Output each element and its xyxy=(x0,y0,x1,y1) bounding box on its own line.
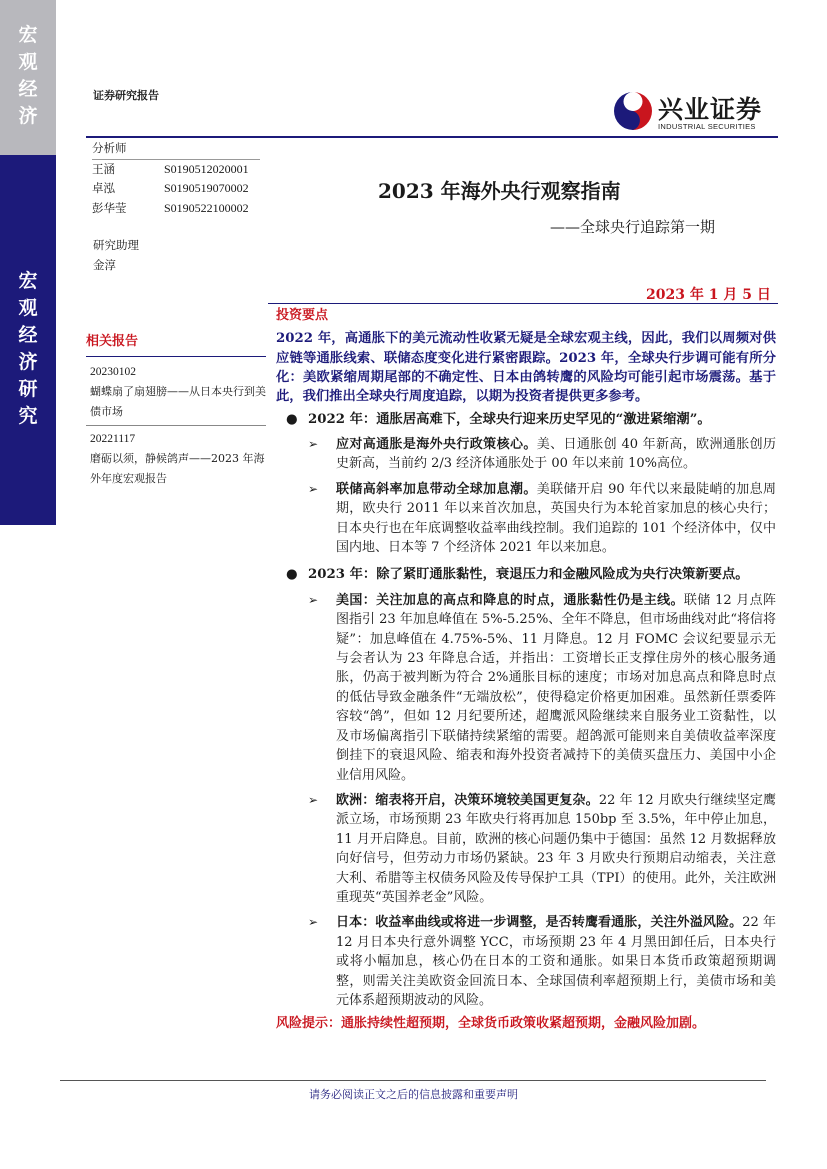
sidebar-char: 济 xyxy=(18,105,38,127)
related-report-item[interactable] xyxy=(86,426,266,492)
sidebar-char: 经 xyxy=(18,78,38,100)
logo-emblem-icon xyxy=(612,90,654,132)
analyst-row xyxy=(92,179,262,199)
analyst-name: 卓泓 xyxy=(92,181,115,195)
item-lead: 应对高通胀是海外央行政策核心。 xyxy=(336,437,537,452)
report-subtitle: ——全球央行追踪第一期 xyxy=(550,218,716,236)
sidebar-bottom-label xyxy=(0,268,56,430)
item-text: 22 年 12 月日本央行意外调整 YCC，市场预期 23 年 4 月黑田卸任后，日本央行或将小幅加息，核心仍在日本的工资和通胀。如果日本货币政策超预期调整，则需关注美欧资金回流日本、全球国债利率超预期上行，美债市场和美元体系超预期波动的风险。 xyxy=(336,915,776,1008)
sidebar-char: 宏 xyxy=(18,270,38,292)
sidebar-char: 经 xyxy=(18,324,38,346)
item-text: 美、日通胀创 40 年新高，欧洲通胀创历史新高，当前约 2/3 经济体通胀处于 00 年以来前 10%高位。 xyxy=(336,437,776,472)
sidebar-char: 济 xyxy=(18,351,38,373)
key-points-intro: 2022 年，高通胀下的美元流动性收紧无疑是全球宏观主线，因此，我们以周频对供应链等通胀线索、联储态度变化进行紧密跟踪。2023 年，全球央行步调可能有所分化：美欧紧缩周期尾部的不确定性、日本由鸽转鹰的风险均可能引起市场震荡。基于此，我们推出全球央行周度追踪，以期为投资者提供更多参考。 xyxy=(276,331,776,405)
report-type: 证券研究报告 xyxy=(93,89,159,102)
item-text: 22 年 12 月欧央行继续坚定鹰派立场，市场预期 23 年欧央行将再加息 150bp 至 3.5%，年中停止加息，11 月开启降息。目前，欧洲的核心问题仍集中于德国：虽然 12 月数据释放向好信号，但劳动力市场仍紧缺。23 年 3 月欧央行预期启动缩表，关注意大利、希腊等主权债务风险及传导保护工具（TPI）的使用。此外，关注欧洲重现英“英国养老金”风险。 xyxy=(336,792,776,905)
assistant-name: 金淳 xyxy=(93,257,116,272)
risk-warning: 风险提示：通胀持续性超预期，全球货币政策收紧超预期，金融风险加剧。 xyxy=(276,1016,706,1032)
arrow-bullet-icon: ➢ xyxy=(308,592,319,607)
key-points xyxy=(276,306,776,1034)
item-lead: 美国：关注加息的高点和降息的时点，通胀黏性仍是主线。 xyxy=(336,592,684,608)
related-report-item[interactable] xyxy=(86,359,266,426)
sidebar-char: 究 xyxy=(18,405,38,427)
related-report-date: 20230102 xyxy=(90,366,136,378)
section-heading-text: 2023 年：除了紧盯通胀黏性，衰退压力和金融风险成为央行决策新要点。 xyxy=(308,567,749,583)
bullet-icon: ● xyxy=(286,567,298,583)
header-rule xyxy=(86,136,778,138)
analyst-block xyxy=(92,139,262,218)
item-text: 联储 12 月点阵图指引 23 年加息峰值在 5%-5.25%、全年不降息，但市场曲线对此“将信将疑”：加息峰值在 4.75%-5%、11 月降息。12 月 FOMC 会议纪要显示无与会者认为 23 年降息合适，并指出：工资增长正支撑住房外的核心服务通胀，仍高于被判断为符合 2%通胀目标的速度；市场对加息高点和降息时点的低估导致金融条件“无端放松”，使得稳定价格更加困难。虽然新任票委阵容较“鸽”，但如 12 月纪要所述，超鹰派风险继续来自服务业工资黏性，以及市场偏离指引下联储持续紧缩的需要。超鸽派可能则来自美债收益率深度倒挂下的衰退风险、缩表和海外投资者减持下的美债买盘压力、美国中小企业信用风险。 xyxy=(336,592,776,783)
sidebar-char: 观 xyxy=(18,51,38,73)
analyst-license: S0190512020001 xyxy=(164,161,249,176)
report-date: 2023 年 1 月 5 日 xyxy=(646,287,771,303)
footer-rule xyxy=(60,1080,766,1081)
related-reports-header: 相关报告 xyxy=(86,332,266,357)
related-report-title[interactable]: 磨砺以须，静候鸽声——2023 年海外年度宏观报告 xyxy=(90,452,265,485)
section-item xyxy=(276,480,776,558)
company-logo xyxy=(612,88,782,134)
related-report-date: 20221117 xyxy=(90,433,136,445)
related-reports xyxy=(86,332,266,492)
sidebar-char: 观 xyxy=(18,297,38,319)
sidebar-char: 研 xyxy=(18,378,38,400)
arrow-bullet-icon: ➢ xyxy=(308,792,319,807)
section-heading-text: 2022 年：通胀居高难下，全球央行迎来历史罕见的“激进紧缩潮”。 xyxy=(308,411,711,427)
analyst-header: 分析师 xyxy=(92,139,260,160)
section-heading xyxy=(276,410,776,429)
analyst-name: 王涵 xyxy=(92,161,115,176)
analyst-name: 彭华莹 xyxy=(92,200,127,215)
section-item xyxy=(276,435,776,474)
logo-name: 兴业证券 xyxy=(658,95,763,124)
bullet-icon: ● xyxy=(286,411,298,427)
item-text: 美联储开启 90 年代以来最陡峭的加息周期，欧央行 2011 年以来首次加息，英国央行为本轮首家加息的核心央行；日本央行也在年底调整收益率曲线控制。我们追踪的 101 个经济体中，仅中国内地、日本等 7 个经济体 2021 年以来加息。 xyxy=(336,481,776,556)
sidebar-char: 宏 xyxy=(18,24,38,46)
item-lead: 联储高斜率加息带动全球加息潮。 xyxy=(336,481,537,497)
arrow-bullet-icon: ➢ xyxy=(308,481,319,496)
assistant-block xyxy=(93,236,139,275)
analyst-row xyxy=(92,160,262,180)
item-lead: 欧洲：缩表将开启，决策环境较美国更复杂。 xyxy=(336,792,599,808)
section-heading xyxy=(276,565,776,584)
section-item xyxy=(276,791,776,907)
analyst-license: S0190522100002 xyxy=(164,200,249,215)
sidebar-top-label xyxy=(0,22,56,130)
footer-disclaimer[interactable]: 请务必阅读正文之后的信息披露和重要声明 xyxy=(309,1088,518,1101)
arrow-bullet-icon: ➢ xyxy=(308,915,319,930)
arrow-bullet-icon: ➢ xyxy=(308,437,319,451)
assistant-header: 研究助理 xyxy=(93,238,139,252)
report-title: 2023 年海外央行观察指南 xyxy=(378,179,621,203)
logo-english-name: INDUSTRIAL SECURITIES xyxy=(658,122,756,131)
key-points-label: 投资要点 xyxy=(276,308,329,323)
date-rule xyxy=(268,303,778,304)
related-report-title[interactable]: 蝴蝶扇了扇翅膀——从日本央行到美债市场 xyxy=(90,385,266,418)
section-item xyxy=(276,591,776,785)
section-item xyxy=(276,913,776,1010)
analyst-row xyxy=(92,199,262,219)
analyst-license: S0190519070002 xyxy=(164,181,249,195)
item-lead: 日本：收益率曲线或将进一步调整，是否转鹰看通胀，关注外溢风险。 xyxy=(336,915,743,931)
